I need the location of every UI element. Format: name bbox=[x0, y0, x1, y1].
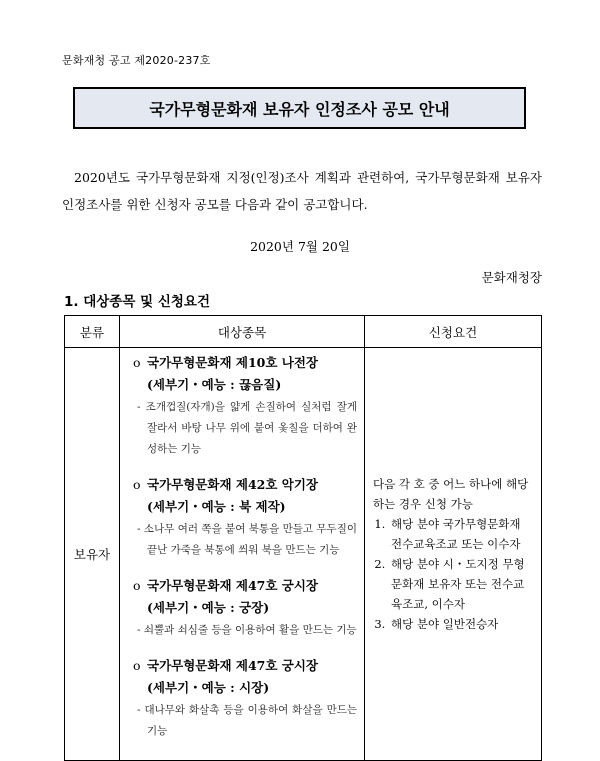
list-item bbox=[121, 352, 363, 460]
requirements-list bbox=[373, 514, 531, 634]
requirement-item: 2. 해당 분야 시・도지정 무형문화재 보유자 또는 전수교육조교, 이수자 bbox=[389, 554, 531, 614]
item-description: - 조개껍질(자개)을 얇게 손질하여 실처럼 잘게 잘라서 바탕 나무 위에 붙여 옻칠을 더하여 완성하는 기능 bbox=[137, 401, 357, 455]
item-field: (세부기・예능 : 시장) bbox=[147, 680, 270, 695]
list-item bbox=[121, 575, 363, 641]
table-header-row bbox=[65, 316, 542, 348]
item-name: o 국가무형문화재 제47호 궁시장 bbox=[133, 575, 357, 597]
list-item bbox=[121, 655, 363, 742]
item-name: o 국가무형문화재 제10호 나전장 bbox=[133, 352, 357, 374]
item-field: (세부기・예능 : 궁장) bbox=[147, 600, 270, 615]
category-cell: 보유자 bbox=[65, 348, 120, 761]
table-row bbox=[65, 348, 542, 761]
item-description: - 대나무와 화살촉 등을 이용하여 화살을 만드는 기능 bbox=[137, 704, 357, 737]
intro-paragraph: 2020년도 국가무형문화재 지정(인정)조사 계획과 관련하여, 국가무형문화재 보유자 인정조사를 위한 신청자 공모를 다음과 같이 공고합니다. bbox=[62, 170, 542, 212]
requirements-cell bbox=[365, 348, 542, 761]
notice-number: 문화재청 공고 제2020-237호 bbox=[62, 54, 211, 67]
item-description: - 쇠뿔과 쇠심줄 등을 이용하여 활을 만드는 기능 bbox=[137, 624, 357, 636]
section-heading: 1. 대상종목 및 신청요건 bbox=[64, 294, 210, 310]
item-name: o 국가무형문화재 제47호 궁시장 bbox=[133, 655, 357, 677]
item-field: (세부기・예능 : 북 제작) bbox=[147, 499, 286, 514]
header-requirements: 신청요건 bbox=[365, 316, 542, 348]
bullet-mark: o bbox=[133, 477, 141, 492]
header-category: 분류 bbox=[65, 316, 120, 348]
item-description: - 소나무 여러 쪽을 붙여 북통을 만들고 무두질이 끝난 가죽을 북통에 씌워 북을 만드는 기능 bbox=[137, 523, 357, 556]
item-name: o 국가무형문화재 제42호 악기장 bbox=[133, 474, 357, 496]
requirement-item: 1. 해당 분야 국가무형문화재 전수교육조교 또는 이수자 bbox=[389, 514, 531, 554]
requirements-intro: 다음 각 호 중 어느 하나에 해당하는 경우 신청 가능 bbox=[373, 477, 529, 511]
item-field: (세부기・예능 : 끊음질) bbox=[147, 377, 282, 392]
document-title bbox=[73, 87, 526, 129]
list-item bbox=[121, 474, 363, 561]
document-title-text: 국가무형문화재 보유자 인정조사 공모 안내 bbox=[149, 99, 450, 119]
requirement-item: 3. 해당 분야 일반전승자 bbox=[389, 614, 531, 634]
items-cell bbox=[120, 348, 365, 761]
eligibility-table bbox=[64, 315, 542, 761]
announcement-date: 2020년 7월 20일 bbox=[250, 239, 350, 254]
bullet-mark: o bbox=[133, 578, 141, 593]
bullet-mark: o bbox=[133, 355, 141, 370]
header-target-item: 대상종목 bbox=[120, 316, 365, 348]
bullet-mark: o bbox=[133, 658, 141, 673]
issuing-organization: 문화재청장 bbox=[481, 270, 542, 285]
